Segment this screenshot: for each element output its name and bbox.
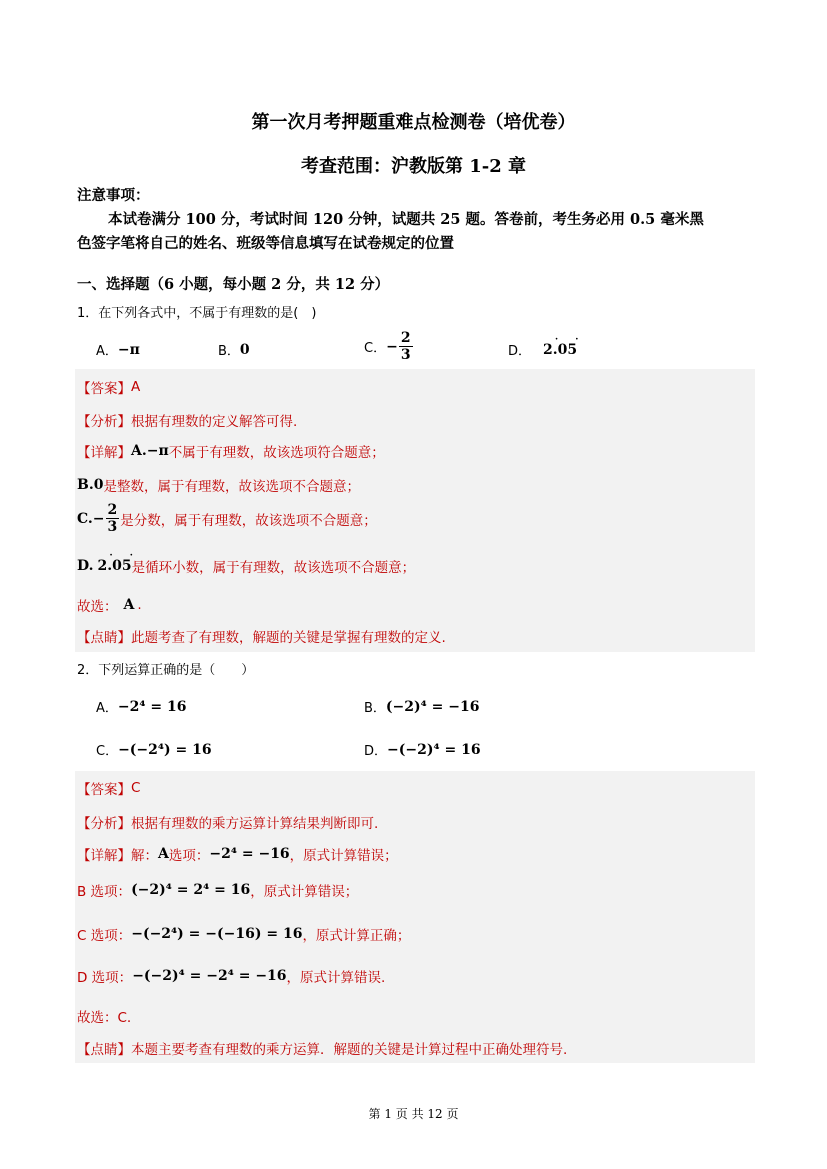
detail-sign: − bbox=[92, 510, 105, 527]
repeating-decimal bbox=[97, 551, 140, 574]
q2-stem: 2．下列运算正确的是（ ） bbox=[77, 663, 255, 678]
q1-detail-d bbox=[77, 551, 416, 576]
page-subtitle: 考查范围：沪教版第 1-2 章 bbox=[300, 156, 527, 177]
q1-stem: 1．在下列各式中，不属于有理数的是( ) bbox=[77, 306, 317, 321]
q2-answer bbox=[77, 778, 140, 798]
repeat-dots: · · bbox=[555, 334, 586, 345]
q1-detail-a bbox=[77, 441, 385, 461]
analysis-tag: 【分析】 bbox=[77, 816, 131, 832]
option-ref: A. bbox=[131, 443, 147, 459]
fraction-numerator: 2 bbox=[107, 502, 118, 518]
detail-math: −(−2⁴) = −(−16) = 16 bbox=[131, 926, 303, 942]
q2-option-b bbox=[364, 697, 479, 716]
detail-text: ，原式计算错误； bbox=[289, 848, 398, 864]
detail-prefix: C 选项： bbox=[77, 928, 132, 944]
option-label: D． bbox=[364, 744, 388, 759]
option-math: (−2)⁴ = −16 bbox=[385, 698, 480, 715]
option-math: −(−2⁴) = 16 bbox=[118, 741, 212, 758]
analysis-text: 根据有理数的定义解答可得. bbox=[131, 414, 298, 430]
detail-tag: 【详解】 bbox=[77, 848, 131, 864]
detail-math: −2⁴ = −16 bbox=[209, 846, 290, 862]
q2-option-c bbox=[96, 740, 212, 759]
q1-option-c bbox=[364, 331, 414, 362]
option-ref: B. bbox=[77, 477, 94, 493]
q1-analysis bbox=[77, 410, 297, 430]
choose-math: A bbox=[123, 597, 135, 613]
fraction-numerator: 2 bbox=[400, 330, 411, 346]
detail-math: 0 bbox=[93, 477, 104, 493]
q1-option-b bbox=[218, 340, 250, 359]
notice-heading: 注意事项： bbox=[77, 187, 150, 204]
q1-option-d bbox=[508, 334, 586, 359]
detail-tag: 【详解】 bbox=[77, 445, 131, 461]
q2-detail-b bbox=[77, 880, 358, 900]
detail-text: ，原式计算错误. bbox=[286, 970, 386, 986]
q1-detail-b bbox=[77, 475, 360, 495]
fraction bbox=[399, 331, 413, 362]
detail-text: 是分数，属于有理数，故该选项不合题意； bbox=[120, 512, 377, 529]
option-label: B． bbox=[218, 344, 240, 359]
analysis-text: 根据有理数的乘方运算计算结果判断即可. bbox=[131, 816, 379, 832]
q1-choose bbox=[77, 595, 142, 615]
answer-text: A bbox=[131, 379, 141, 395]
detail-text: 不属于有理数，故该选项符合题意； bbox=[168, 445, 385, 461]
q1-comment bbox=[77, 626, 446, 646]
q2-analysis bbox=[77, 812, 378, 832]
decimal-value: 2.05 bbox=[543, 341, 578, 358]
option-ref: D. bbox=[77, 558, 94, 574]
option-math: 0 bbox=[239, 341, 250, 358]
comment-text: 本题主要考查有理数的乘方运算．解题的关键是计算过程中正确处理符号. bbox=[131, 1042, 568, 1058]
q1-detail-c bbox=[77, 503, 377, 534]
detail-prefix: 选项： bbox=[168, 848, 210, 864]
option-sign: − bbox=[386, 338, 398, 355]
detail-text: ，原式计算正确； bbox=[302, 928, 411, 944]
q2-option-d bbox=[364, 740, 481, 759]
detail-lead: 解： bbox=[131, 848, 158, 864]
q2-comment bbox=[77, 1038, 567, 1058]
option-ref: A bbox=[158, 846, 169, 862]
q2-option-a bbox=[96, 697, 186, 716]
notice-line-2: 色签字笔将自己的姓名、班级等信息填写在试卷规定的位置 bbox=[77, 235, 454, 252]
page-footer: 第 1 页 共 12 页 bbox=[368, 1107, 459, 1121]
detail-math: (−2)⁴ = 2⁴ = 16 bbox=[131, 882, 251, 898]
option-label: C． bbox=[364, 341, 387, 356]
detail-text: 是整数，属于有理数，故该选项不合题意； bbox=[103, 479, 360, 495]
section-heading: 一、选择题（6 小题，每小题 2 分，共 12 分） bbox=[77, 276, 390, 293]
notice-line-1: 本试卷满分 100 分，考试时间 120 分钟，试题共 25 题。答卷前，考生务必用 0.5 毫米黑 bbox=[108, 211, 704, 228]
comment-tag: 【点睛】 bbox=[77, 1042, 131, 1058]
option-ref: C. bbox=[77, 510, 93, 527]
detail-text: 是循环小数，属于有理数，故该选项不合题意； bbox=[131, 560, 416, 576]
choose-end: . bbox=[137, 597, 142, 613]
option-label: D． bbox=[508, 344, 532, 359]
option-math: −π bbox=[117, 341, 140, 358]
detail-math: −π bbox=[146, 443, 169, 459]
fraction-denominator: 3 bbox=[400, 347, 411, 363]
q2-detail-c bbox=[77, 924, 410, 944]
decimal-value: 2.05 bbox=[97, 558, 132, 574]
repeat-dots: · · bbox=[109, 551, 140, 561]
option-math: −(−2)⁴ = 16 bbox=[387, 741, 481, 758]
repeating-decimal bbox=[543, 334, 586, 358]
q2-choose bbox=[77, 1006, 131, 1026]
q2-detail-a bbox=[77, 844, 398, 864]
fraction bbox=[106, 503, 120, 534]
option-math: −2⁴ = 16 bbox=[117, 698, 187, 715]
fraction-denominator: 3 bbox=[107, 519, 118, 535]
choose-text: 故选： bbox=[77, 599, 118, 615]
option-label: A． bbox=[96, 701, 118, 716]
comment-text: 此题考查了有理数，解题的关键是掌握有理数的定义. bbox=[131, 630, 446, 646]
q1-answer bbox=[77, 377, 140, 397]
q1-option-a bbox=[96, 340, 140, 359]
detail-text: ，原式计算错误； bbox=[250, 884, 359, 900]
choose-text: 故选：C. bbox=[77, 1010, 132, 1026]
answer-text: C bbox=[131, 780, 141, 796]
option-label: A． bbox=[96, 344, 118, 359]
answer-tag: 【答案】 bbox=[77, 782, 131, 798]
comment-tag: 【点睛】 bbox=[77, 630, 131, 646]
answer-tag: 【答案】 bbox=[77, 381, 131, 397]
analysis-tag: 【分析】 bbox=[77, 414, 131, 430]
option-label: C． bbox=[96, 744, 119, 759]
detail-prefix: B 选项： bbox=[77, 884, 132, 900]
q2-detail-d bbox=[77, 966, 385, 986]
page-title: 第一次月考押题重难点检测卷（培优卷） bbox=[251, 112, 576, 133]
detail-prefix: D 选项： bbox=[77, 970, 133, 986]
detail-math: −(−2)⁴ = −2⁴ = −16 bbox=[132, 968, 287, 984]
option-label: B． bbox=[364, 701, 386, 716]
